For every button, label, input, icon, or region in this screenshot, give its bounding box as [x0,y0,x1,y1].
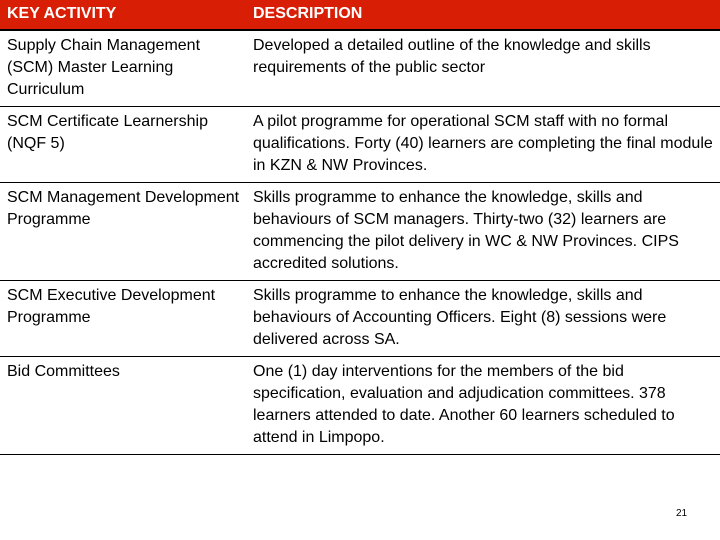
table-row [0,357,720,455]
activity-cell: Supply Chain Management (SCM) Master Learning Curriculum [0,30,245,107]
header-description: DESCRIPTION [245,0,720,30]
table-row [0,30,720,107]
table-row [0,281,720,357]
description-cell: A pilot programme for operational SCM staff with no formal qualifications. Forty (40) learners are completing the final module in KZN & NW Provinces. [245,107,720,183]
description-cell: One (1) day interventions for the members of the bid specification, evaluation and adjudication committees. 378 learners attended to date. Another 60 learners scheduled to attend in Limpopo. [245,357,720,455]
table-row [0,183,720,281]
header-key-activity: KEY ACTIVITY [0,0,245,30]
activity-cell: Bid Committees [0,357,245,455]
page-number: 21 [676,508,688,519]
description-cell: Developed a detailed outline of the knowledge and skills requirements of the public sector [245,30,720,107]
activity-cell: SCM Management Development Programme [0,183,245,281]
table-header-row [0,0,720,30]
description-cell: Skills programme to enhance the knowledge, skills and behaviours of Accounting Officers. Eight (8) sessions were delivered across SA. [245,281,720,357]
activity-cell: SCM Certificate Learnership (NQF 5) [0,107,245,183]
description-cell: Skills programme to enhance the knowledge, skills and behaviours of SCM managers. Thirty-two (32) learners are commencing the pilot delivery in WC & NW Provinces. CIPS accredited solutions. [245,183,720,281]
table-row [0,107,720,183]
activity-cell: SCM Executive Development Programme [0,281,245,357]
